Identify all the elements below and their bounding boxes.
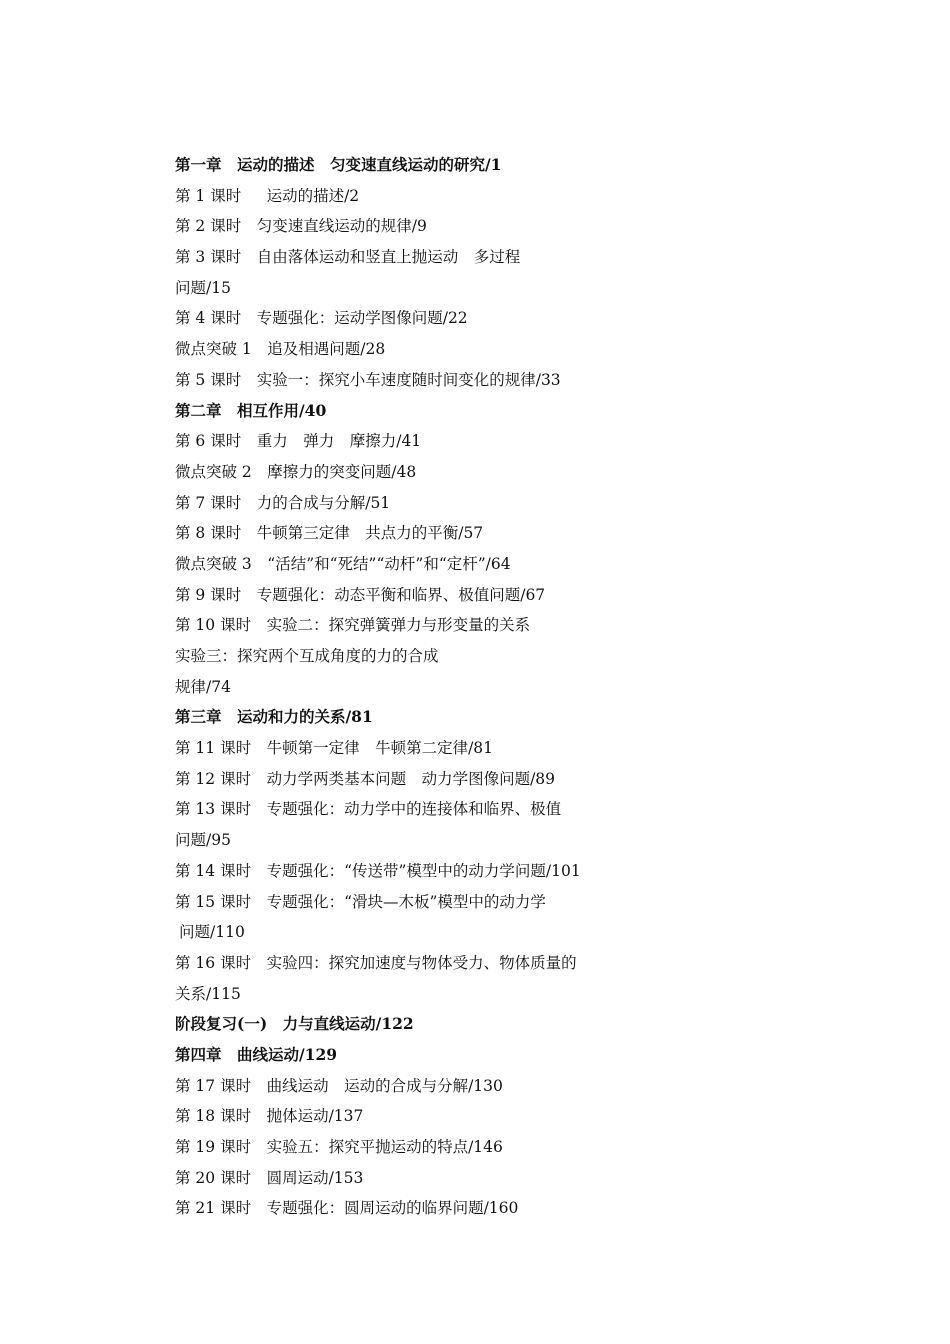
toc-entry-lesson-13-continued: 问题/95 bbox=[175, 831, 231, 850]
toc-entry-experiment-3: 实验三：探究两个互成角度的力的合成 bbox=[175, 647, 439, 665]
toc-chapter-2: 第二章 相互作用/40 bbox=[175, 400, 327, 420]
toc-entry-lesson-11: 第 11 课时 牛顿第一定律 牛顿第二定律/81 bbox=[175, 739, 494, 758]
toc-chapter-1: 第一章 运动的描述 匀变速直线运动的研究/1 bbox=[175, 155, 502, 174]
toc-review-1: 阶段复习(一) 力与直线运动/122 bbox=[175, 1014, 414, 1034]
toc-entry-lesson-13: 第 13 课时 专题强化：动力学中的连接体和临界、极值 bbox=[175, 800, 562, 819]
toc-entry-lesson-6: 第 6 课时 重力 弹力 摩擦力/41 bbox=[175, 432, 422, 451]
toc-entry-experiment-3-continued: 规律/74 bbox=[175, 677, 231, 696]
toc-entry-lesson-14: 第 14 课时 专题强化：“传送带”模型中的动力学问题/101 bbox=[175, 861, 581, 880]
toc-entry-lesson-3: 第 3 课时 自由落体运动和竖直上抛运动 多过程 bbox=[175, 248, 521, 267]
toc-entry-breakthrough-1: 微点突破 1 追及相遇问题/28 bbox=[175, 340, 386, 359]
toc-entry-lesson-15: 第 15 课时 专题强化：“滑块—木板”模型中的动力学 bbox=[175, 892, 546, 911]
toc-entry-lesson-7: 第 7 课时 力的合成与分解/51 bbox=[175, 493, 391, 512]
toc-entry-lesson-12: 第 12 课时 动力学两类基本问题 动力学图像问题/89 bbox=[175, 769, 556, 788]
toc-entry-lesson-1: 第 1 课时 运动的描述/2 bbox=[175, 186, 360, 205]
toc-entry-breakthrough-2: 微点突破 2 摩擦力的突变问题/48 bbox=[175, 462, 417, 481]
toc-entry-lesson-8: 第 8 课时 牛顿第三定律 共点力的平衡/57 bbox=[175, 524, 484, 543]
toc-entry-lesson-18: 第 18 课时 抛体运动/137 bbox=[175, 1107, 364, 1126]
toc-entry-lesson-16: 第 16 课时 实验四：探究加速度与物体受力、物体质量的 bbox=[175, 953, 577, 972]
toc-entry-lesson-15-continued: 问题/110 bbox=[179, 923, 245, 942]
toc-entry-lesson-9: 第 9 课时 专题强化：动态平衡和临界、极值问题/67 bbox=[175, 585, 546, 604]
toc-entry-lesson-5: 第 5 课时 实验一：探究小车速度随时间变化的规律/33 bbox=[175, 370, 561, 389]
toc-chapter-3: 第三章 运动和力的关系/81 bbox=[175, 707, 373, 727]
toc-entry-lesson-2: 第 2 课时 匀变速直线运动的规律/9 bbox=[175, 217, 427, 236]
toc-entry-lesson-20: 第 20 课时 圆周运动/153 bbox=[175, 1168, 364, 1187]
toc-entry-lesson-3-continued: 问题/15 bbox=[175, 278, 231, 297]
toc-entry-lesson-16-continued: 关系/115 bbox=[175, 984, 241, 1003]
toc-entry-breakthrough-3: 微点突破 3 “活结”和“死结”“动杆”和“定杆”/64 bbox=[175, 554, 511, 573]
toc-entry-lesson-19: 第 19 课时 实验五：探究平抛运动的特点/146 bbox=[175, 1138, 503, 1156]
toc-entry-lesson-10: 第 10 课时 实验二：探究弹簧弹力与形变量的关系 bbox=[175, 616, 531, 635]
toc-chapter-4: 第四章 曲线运动/129 bbox=[175, 1044, 338, 1064]
toc-entry-lesson-17: 第 17 课时 曲线运动 运动的合成与分解/130 bbox=[175, 1076, 503, 1095]
toc-entry-lesson-21: 第 21 课时 专题强化：圆周运动的临界问题/160 bbox=[175, 1199, 519, 1218]
toc-entry-lesson-4: 第 4 课时 专题强化：运动学图像问题/22 bbox=[175, 309, 468, 328]
table-of-contents bbox=[175, 150, 695, 1224]
